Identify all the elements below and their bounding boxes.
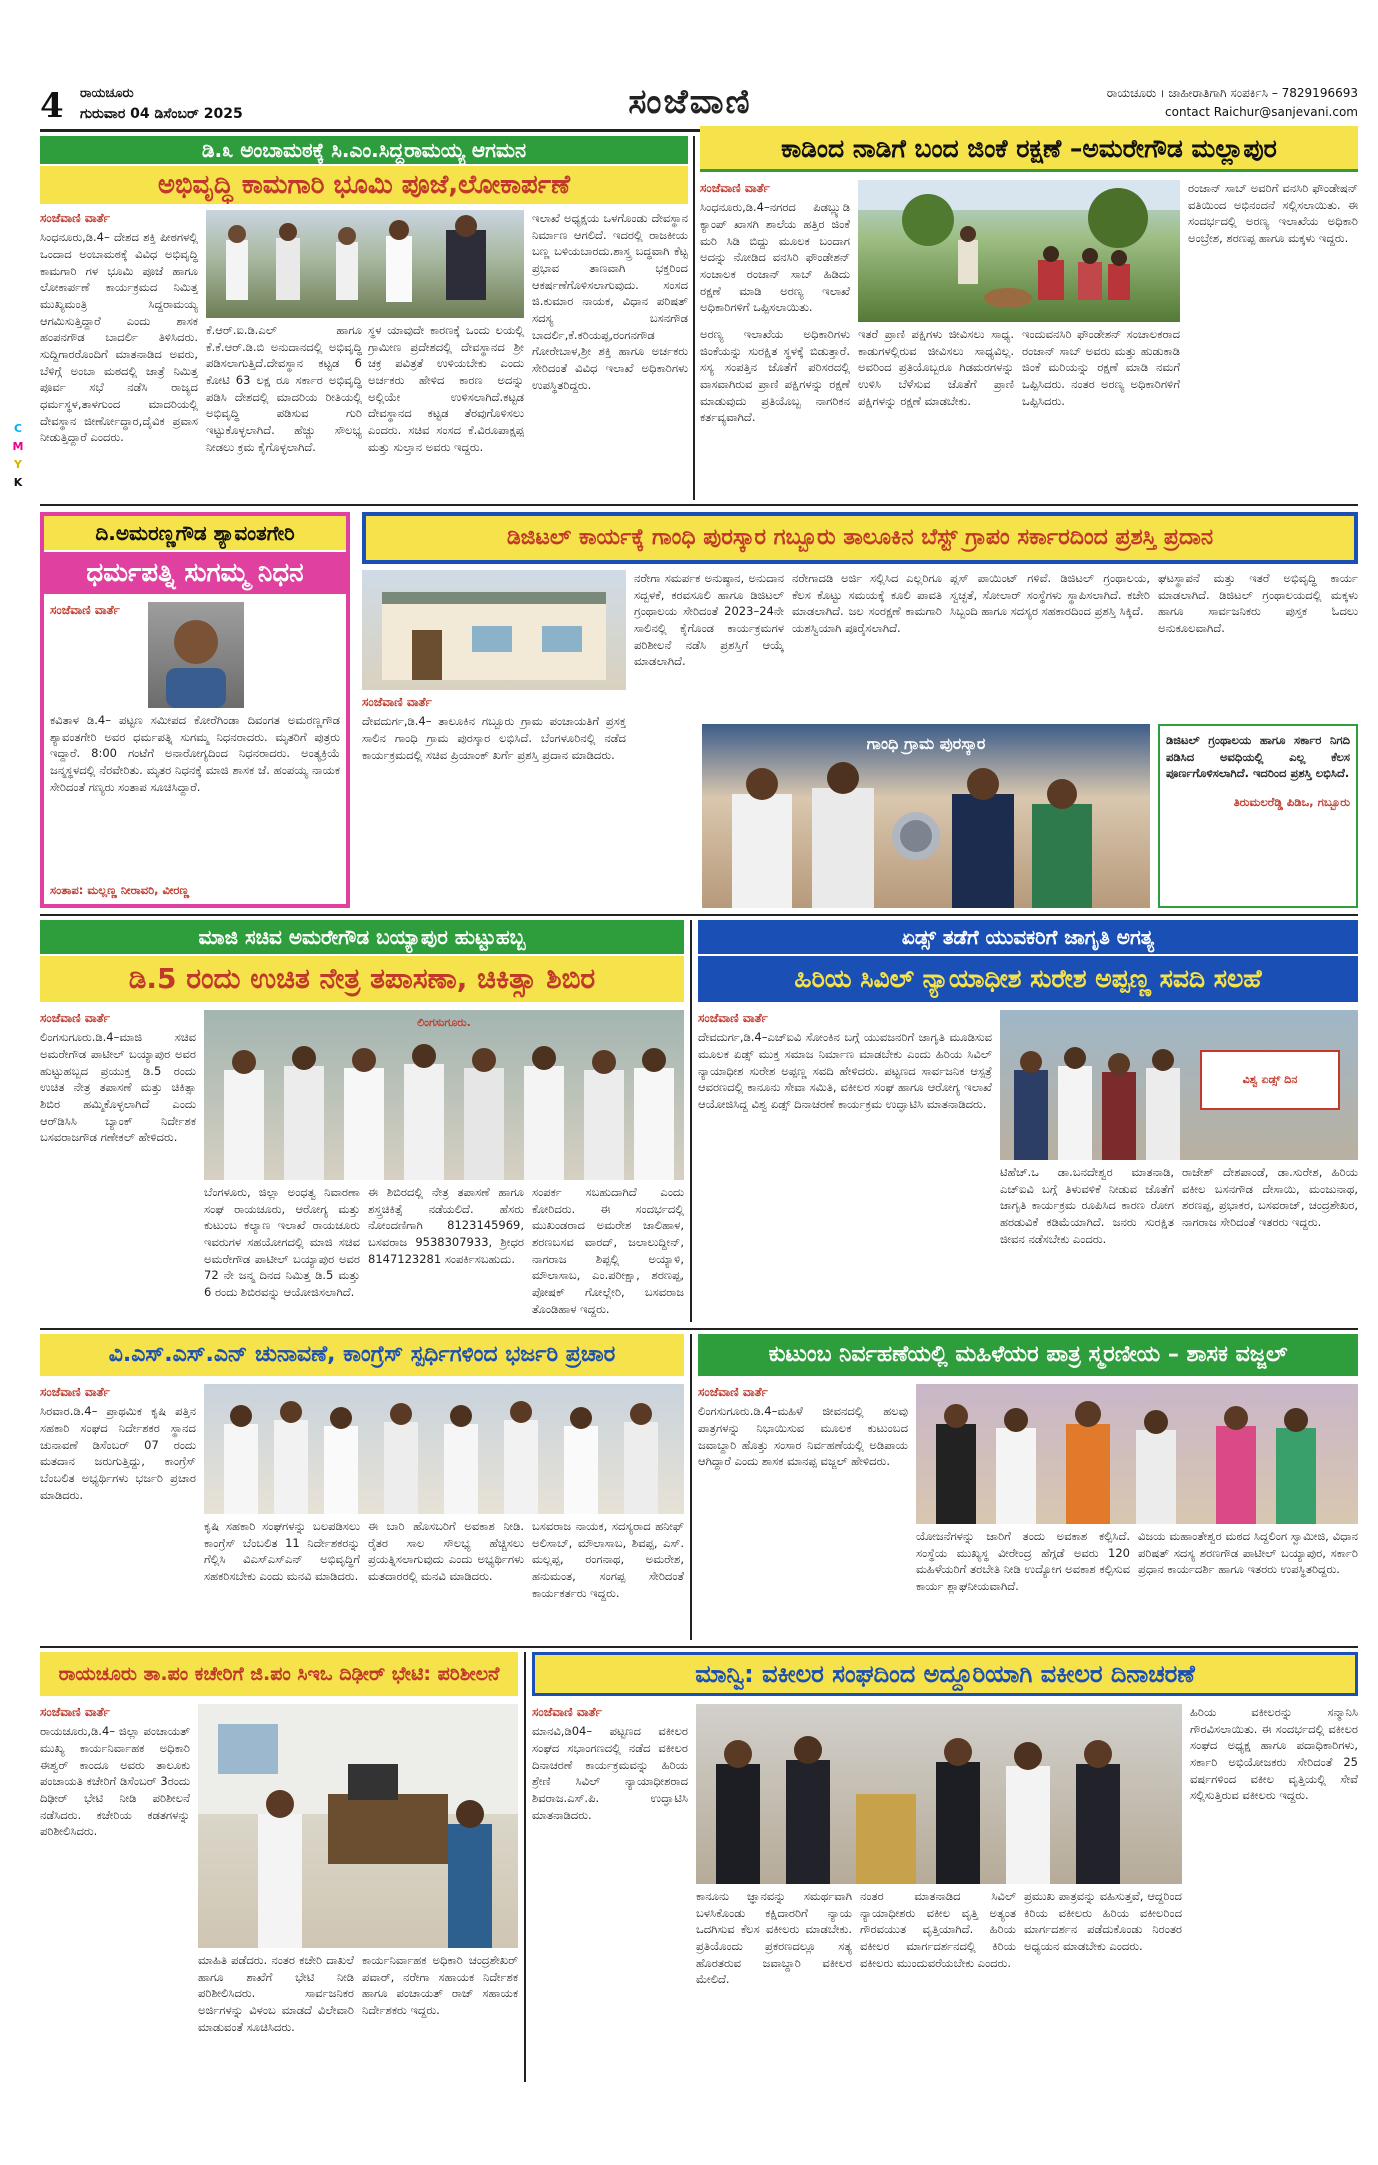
award-banner: ಗಾಂಧಿ ಗ್ರಾಮ ಪುರಸ್ಕಾರ	[866, 734, 986, 753]
text-gandhi-2: ನರೇಗಾ ಸಮರ್ಪಕ ಅನುಷ್ಠಾನ, ಅನುದಾನ ಸದ್ಬಳಕೆ, ಕರವಸೂಲಿ ಹಾಗೂ ಡಿಜಿಟಲ್ ಗ್ರಂಥಾಲಯ ಸೇರಿದಂತೆ 2023–24ನೇ ಸಾಲಿನಲ್ಲಿ ಕೈಗೊಂಡ ಕಾರ್ಯಕ್ರಮಗಳ ಪರಿಶೀಲನೆ ನಡೆಸಿ ಪ್ರಶಸ್ತಿಗೆ ಆಯ್ಕೆ ಮಾಡಲಾಗಿದೆ.	[634, 571, 784, 669]
text-ceo-1: ರಾಯಚೂರು,ಡಿ.4– ಜಿಲ್ಲಾ ಪಂಚಾಯತ್ ಮುಖ್ಯ ಕಾರ್ಯನಿರ್ವಾಹಕ ಅಧಿಕಾರಿ ಈಶ್ವರ್ ಕಾಂದೂ ಅವರು ತಾಲೂಕು ಪಂಚಾಯತಿ ಕಚೇರಿಗೆ ಡಿಸೆಂಬರ್ 3ರಂದು ದಿಢೀರ್ ಭೇಟಿ ನೀಡಿ ಪರಿಶೀಲನೆ ನಡೆಸಿದರು. ಕಚೇರಿಯ ಕಡತಗಳನ್ನು ಪರಿಶೀಲಿಸಿದರು.	[40, 1724, 190, 1839]
text-deer-5: ರಂಜಾನ್ ಸಾಬ್ ಅವರಿಗೆ ವನಸಿರಿ ಫೌಂಡೇಷನ್ ವತಿಯಿಂದ ಅಭಿನಂದನೆ ಸಲ್ಲಿಸಲಾಯಿತು. ಈ ಸಂದರ್ಭದಲ್ಲಿ ಅರಣ್ಯ ಇಲಾಖೆಯ ಅಧಿಕಾರಿ ಅಂಬ್ರೇಶ, ಶರಣಪ್ಪ ಹಾಗೂ ಮಕ್ಕಳು ಇದ್ದರು.	[1188, 181, 1358, 246]
article-deer-rescue	[700, 126, 1358, 500]
divider-row5	[524, 1652, 526, 2082]
col-vssn-1	[40, 1384, 196, 1638]
col-vssn-4	[532, 1518, 684, 1638]
text-lawyers-5: ಹಿರಿಯ ವಕೀಲರನ್ನು ಸನ್ಮಾನಿಸಿ ಗೌರವಿಸಲಾಯಿತು. ಈ ಸಂದರ್ಭದಲ್ಲಿ ವಕೀಲರ ಸಂಘದ ಅಧ್ಯಕ್ಷ ಹಾಗೂ ಪದಾಧಿಕಾರಿಗಳು, ಸರ್ಕಾರಿ ಅಭಿಯೋಜಕರು ಸೇರಿದಂತೆ 25 ವರ್ಷಗಳಿಂದ ವಕೀಲ ವೃತ್ತಿಯಲ್ಲಿ ಸೇವೆ ಸಲ್ಲಿಸುತ್ತಿರುವ ವಕೀಲರು ಇದ್ದರು.	[1190, 1705, 1358, 1803]
byline-women: ಸಂಜೆವಾಣಿ ವಾರ್ತೆ	[698, 1385, 768, 1399]
page-number: 4	[40, 86, 64, 126]
col-women-1	[698, 1384, 908, 1638]
text-gandhi-4: ಪ್ಲಸ್ ಪಾಯಿಂಟ್ ಗಳಿವೆ. ಡಿಜಿಟಲ್ ಗ್ರಂಥಾಲಯ, ಸ್ವಚ್ಛತೆ, ಸೋಲಾರ್ ಸಂಸ್ಥೆಗಳು ಸ್ಥಾಪಿಸಲಾಗಿದೆ. ಕಚೇರಿ ಸಿಬ್ಬಂದಿ ಹಾಗೂ ಸದಸ್ಯರ ಸಹಕಾರದಿಂದ ಪ್ರಶಸ್ತಿ ಸಿಕ್ಕಿದೆ.	[950, 571, 1150, 619]
byline-obituary: ಸಂಜೆವಾಣಿ ವಾರ್ತೆ	[50, 603, 120, 617]
photo-ceo-office	[198, 1704, 518, 1948]
photo-gram-panchayat	[362, 570, 626, 690]
text-eye-4: ಸಂಪರ್ಕ ಸಬಹುದಾಗಿದೆ ಎಂದು ಕೋರಿದರು. ಈ ಸಂದರ್ಭದಲ್ಲಿ ಮುಖಂಡರಾದ ಅಮರೇಶ ಜಾಲಿಹಾಳ, ಶರಣಬಸವ ವಾರದ್, ಜಲಾಲುದ್ದೀನ್, ನಾಗರಾಜ ಶಿಪ್ಪಲ್ಲಿ ಅಯ್ಯಾಳಿ, ಮೌಲಾಸಾಬ, ಎಂ.ಪರೀಕ್ಷಾ, ಶರಣಪ್ಪ, ಪೋಷಕ್ ಗೋಲ್ಲೇರಿ, ಬಸವರಾಜ ತೊಂಡಿಹಾಳ ಇದ್ದರು.	[532, 1185, 684, 1316]
divider-after-row3	[40, 1328, 1358, 1330]
col-deer-4	[1022, 326, 1180, 498]
condolence-line: ಸಂತಾಪ: ಮಲ್ಲಣ್ಣ ನೀರಾವರಿ, ವೀರಣ್ಣ	[50, 883, 190, 897]
article-ambamath	[40, 136, 688, 500]
article-gandhi-award	[362, 512, 1358, 908]
col-lawyers-5	[1190, 1704, 1358, 2080]
pdo-signoff: ತಿರುಮಲರೆಡ್ಡಿ ಪಿಡಿಒ, ಗಬ್ಬೂರು	[1233, 795, 1350, 810]
divider-after-row2	[40, 914, 1358, 916]
article-obituary	[40, 512, 350, 908]
text-gandhi-1: ದೇವದುರ್ಗ,ಡಿ.4– ತಾಲೂಕಿನ ಗಬ್ಬೂರು ಗ್ರಾಮ ಪಂಚಾಯತಿಗೆ ಪ್ರಸಕ್ತ ಸಾಲಿನ ಗಾಂಧಿ ಗ್ರಾಮ ಪುರಸ್ಕಾರ ಲಭಿಸಿದೆ. ಬೆಂಗಳೂರಿನಲ್ಲಿ ನಡೆದ ಕಾರ್ಯಕ್ರಮದಲ್ಲಿ ಸಚಿವ ಪ್ರಿಯಾಂಕ್ ಖರ್ಗೆ ಪ್ರಶಸ್ತಿ ಪ್ರದಾನ ಮಾಡಿದರು.	[362, 714, 626, 762]
col-lawyers-3	[860, 1888, 1016, 2080]
cmyk-k: K	[13, 476, 23, 489]
headline-aids: ಹಿರಿಯ ಸಿವಿಲ್ ನ್ಯಾಯಾಧೀಶ ಸುರೇಶ ಅಪ್ಪಣ್ಣ ಸವದಿ ಸಲಹೆ	[698, 956, 1358, 1002]
vssn-group	[204, 1384, 684, 1514]
advert-phone: ರಾಯಚೂರು । ಜಾಹೀರಾತಿಗಾಗಿ ಸಂಪರ್ಕಿಸಿ – 7829196693	[1106, 86, 1358, 100]
text-deer-4: ಇಂದುವನಸಿರಿ ಫೌಂಡೇಶನ್ ಸಂಚಾಲಕರಾದ ರಂಜಾನ್ ಸಾಬ್ ಅವರು ಮತ್ತು ಹುಡುಕಾಡಿ ಜಿಂಕೆ ಮರಿಯನ್ನು ರಕ್ಷಣೆ ಮಾಡಿ ನಮಗೆ ಒಪ್ಪಿಸಿದರು. ನಂತರ ಅರಣ್ಯ ಅಧಿಕಾರಿಗಳಿಗೆ ಒಪ್ಪಿಸಿದರು.	[1022, 327, 1180, 408]
col-deer-2	[700, 326, 850, 498]
photo-lawyers-event	[696, 1704, 1182, 1884]
divider-after-row4	[40, 1646, 1358, 1648]
headline-gandhi: ಡಿಜಿಟಲ್ ಕಾರ್ಯಕ್ಕೆ ಗಾಂಧಿ ಪುರಸ್ಕಾರ ಗಬ್ಬೂರು ತಾಲೂಕಿನ ಬೆಸ್ಟ್ ಗ್ರಾಪಂ ಸರ್ಕಾರದಿಂದ ಪ್ರಶಸ್ತಿ ಪ್ರದಾನ	[362, 512, 1358, 564]
text-gandhi-5: ಘಟಸ್ಥಾಪನೆ ಮತ್ತು ಇತರೆ ಅಭಿವೃದ್ಧಿ ಕಾರ್ಯ ಮಾಡಲಾಗಿದೆ. ಡಿಜಿಟಲ್ ಗ್ರಂಥಾಲಯದಲ್ಲಿ ಮಕ್ಕಳು ಹಾಗೂ ಸಾರ್ವಜನಿಕರು ಪುಸ್ತಕ ಓದಲು ಅನುಕೂಲವಾಗಿದೆ.	[1158, 571, 1358, 636]
col-deer-1	[700, 180, 850, 322]
photo-award-ceremony	[702, 724, 1150, 908]
photo-aids-rally	[1000, 1010, 1358, 1160]
text-eye-1: ಲಿಂಗಸುಗೂರು.ಡಿ.4–ಮಾಜಿ ಸಚಿವ ಅಮರೇಗೌಡ ಪಾಟೀಲ್ ಬಯ್ಯಾಪುರ ಅವರ ಹುಟ್ಟುಹಬ್ಬದ ಪ್ರಯುಕ್ತ ಡಿ.5 ರಂದು ಉಚಿತ ನೇತ್ರ ತಪಾಸಣೆ ಮತ್ತು ಚಿಕಿತ್ಸಾ ಶಿಬಿರ ಹಮ್ಮಿಕೊಳ್ಳಲಾಗಿದೆ ಎಂದು ಆರ್‌ಡಿಸಿಸಿ ಬ್ಯಾಂಕ್ ನಿರ್ದೇಶಕ ಬಸವರಾಜಗೌಡ ಗಣೇಕಲ್ ಹೇಳಿದರು.	[40, 1030, 196, 1145]
col-ambamath-1	[40, 210, 198, 498]
portrait-figure	[148, 602, 244, 708]
aids-banner: ವಿಶ್ವ ಏಡ್ಸ್ ದಿನ	[1200, 1050, 1340, 1110]
kicker-obituary: ದಿ.ಅಮರಣ್ಣಗೌಡ ಶ್ಯಾವಂತಗೇರಿ	[44, 516, 346, 550]
text-lawyers-4: ಪ್ರಮುಖ ಪಾತ್ರವನ್ನು ವಹಿಸುತ್ತವೆ, ಆದ್ದರಿಂದ ಕಿರಿಯ ವಕೀಲರು ಹಿರಿಯ ವಕೀಲರಿಂದ ಮಾರ್ಗದರ್ಶನ ಪಡೆದುಕೊಂಡು ನಿರಂತರ ಅಧ್ಯಯನ ಮಾಡಬೇಕು ಎಂದರು.	[1024, 1889, 1182, 1954]
divider-row4	[690, 1334, 692, 1640]
photo-vssn-campaign	[204, 1384, 684, 1514]
col-gandhi-2	[634, 570, 784, 720]
col-vssn-3	[368, 1518, 524, 1638]
kicker-aids: ಏಡ್ಸ್ ತಡೆಗೆ ಯುವಕರಿಗೆ ಜಾಗೃತಿ ಅಗತ್ಯ	[698, 920, 1358, 954]
col-eye-1	[40, 1010, 196, 1320]
col-aids-1	[698, 1010, 992, 1320]
issue-date: ಗುರುವಾರ 04 ಡಿಸೆಂಬರ್ 2025	[80, 106, 243, 122]
text-lawyers-1: ಮಾನವಿ,ಡಿ04– ಪಟ್ಟಣದ ವಕೀಲರ ಸಂಘದ ಸಭಾಂಗಣದಲ್ಲಿ ನಡೆದ ವಕೀಲರ ದಿನಾಚರಣೆ ಕಾರ್ಯಕ್ರಮವನ್ನು ಹಿರಿಯ ಶ್ರೇಣಿ ಸಿವಿಲ್ ನ್ಯಾಯಾಧೀಶರಾದ ಶಿವರಾಜ.ಎಸ್.ಪಿ. ಉದ್ಘಾಟಿಸಿ ಮಾತನಾಡಿದರು.	[532, 1724, 688, 1822]
byline-aids: ಸಂಜೆವಾಣಿ ವಾರ್ತೆ	[698, 1011, 768, 1025]
text-ambamath-2: ಕೆ.ಆರ್.ಐ.ಡಿ.ಎಲ್ ಹಾಗೂ ಕೆ.ಕೆ.ಆರ್.ಡಿ.ಬಿ ಅನುದಾನದಲ್ಲಿ ಅಭಿವೃದ್ಧಿ ಪಡಿಸಲಾಗುತ್ತಿದೆ.ದೇವಸ್ಥಾನ ಕಟ್ಟಡ 6 ಕೋಟಿ 63 ಲಕ್ಷ ರೂ ಸರ್ಕಾರ ಅಭಿವೃದ್ಧಿ ಪಡಿಸಿ ದೇಶದಲ್ಲಿ ಮಾದರಿಯ ರೀತಿಯಲ್ಲಿ ಅಭಿವೃದ್ಧಿ ಪಡಿಸುವ ಗುರಿ ಇಟ್ಟುಕೊಳ್ಳಲಾಗಿದೆ. ಹೆಚ್ಚು ಸೌಲಭ್ಯ ನೀಡಲು ಕ್ರಮ ಕೈಗೊಳ್ಳಲಾಗಿದೆ.	[206, 323, 362, 454]
advert-contact	[1107, 86, 1358, 119]
col-women-3	[1138, 1528, 1358, 1638]
text-aids-2: ಟಿಹೆಚ್.ಒ ಡಾ.ಬನದೇಶ್ವರ ಮಾತನಾಡಿ, ಎಚ್‌ಐವಿ ಬಗ್ಗೆ ತಿಳುವಳಿಕೆ ನೀಡುವ ಜೊತೆಗೆ ಜಾಗೃತಿ ಕಾರ್ಯಕ್ರಮ ರೂಪಿಸಿದ ಕಾರಣ ರೋಗ ಹರಡುವಿಕೆ ಕಡಿಮೆಯಾಗಿದೆ. ಜನರು ಸುರಕ್ಷಿತ ಜೀವನ ನಡೆಸಬೇಕು ಎಂದರು.	[1000, 1165, 1174, 1246]
byline-eye-camp: ಸಂಜೆವಾಣಿ ವಾರ್ತೆ	[40, 1011, 110, 1025]
masthead-logo	[560, 76, 820, 128]
byline-ceo: ಸಂಜೆವಾಣಿ ವಾರ್ತೆ	[40, 1705, 110, 1719]
text-obituary: ಕವಿತಾಳ ಡಿ.4– ಪಟ್ಟಣ ಸಮೀಪದ ಕೋರೆಗಿಂಡಾ ದಿವಂಗತ ಅಮರಣ್ಣಗೌಡ ಶ್ಯಾವಂತಗೇರಿ ಅವರ ಧರ್ಮಪತ್ನಿ ಸುಗಮ್ಮ ನಿಧನರಾದರು. ಮೃತರಿಗೆ ಪುತ್ರರು ಇದ್ದಾರೆ. 8:00 ಗಂಟೆಗೆ ಅನಾರೋಗ್ಯದಿಂದ ನಿಧನರಾದರು. ಅಂತ್ಯಕ್ರಿಯೆ ಜನ್ಮಸ್ಥಳದಲ್ಲಿ ನೆರವೇರಿತು. ಮೃತರ ನಿಧನಕ್ಕೆ ಮಾಜಿ ಶಾಸಕ ಜೆ. ಹಂಪಯ್ಯ ನಾಯಕ ಸೇರಿದಂತೆ ಗಣ್ಯರು ಸಂತಾಪ ಸೂಚಿಸಿದ್ದಾರೆ.	[50, 713, 340, 794]
col-lawyers-2	[696, 1888, 852, 2080]
article-eye-camp	[40, 920, 684, 1322]
text-ambamath-4: ಇಲಾಖೆ ಅಧ್ಯಕ್ಷಯ ಒಳಗೊಂಡು ದೇವಸ್ಥಾನ ನಿರ್ಮಾಣ ಆಗಲಿದೆ. ಇದರಲ್ಲಿ ರಾಜಕೀಯ ಬಣ್ಣ ಬಳಿಯಬಾರದು.ಶಾಸ್ತ್ರ ಬದ್ಧವಾಗಿ ಕೆಟ್ಟ ಪ್ರಭಾವ ತಾಣವಾಗಿ ಭಕ್ತರಿಂದ ಆಕರ್ಷಣೆಗೊಳಿಸಲಾಗುವುದು. ಸಂಸದ ಜಿ.ಕುಮಾರ ನಾಯಕ, ವಿಧಾನ ಪರಿಷತ್ ಸದಸ್ಯ ಬಸನಗೌಡ ಬಾದರ್ಲಿ,ಕೆ.ಕರಿಯಪ್ಪ,ರಂಗನಗೌಡ ಗೋರೇಬಾಳ,ಶ್ರೀ ಶಕ್ತಿ ಹಾಗೂ ಅರ್ಚಕರು ಸೇರಿದಂತೆ ವಿವಿಧ ಇಲಾಖೆ ಅಧಿಕಾರಿಗಳು ಉಪಸ್ಥಿತರಿದ್ದರು.	[532, 211, 688, 392]
text-aids-3: ರಾಜೇಶ್ ದೇಶಪಾಂಡೆ, ಡಾ.ಸುರೇಶ, ಹಿರಿಯ ವಕೀಲ ಬಸನಗೌಡ ದೇಸಾಯಿ, ಮಂಜುನಾಥ, ಶರಣಪ್ಪ, ಪ್ರಭಾಕರ, ಬಸವರಾಜ್, ಚಂದ್ರಶೇಖರ, ನಾಗರಾಜ ಸೇರಿದಂತೆ ಇತರರು ಇದ್ದರು.	[1182, 1165, 1358, 1230]
photo-women-event	[916, 1384, 1358, 1524]
logo-text: ಸಂಜೆವಾಣಿ	[628, 82, 752, 122]
text-vssn-4: ಬಸವರಾಜ ನಾಯಕ, ಸದಸ್ಯರಾದ ಹನೀಫ್ ಅಲಿಸಾಬ್, ಮೌಲಾಸಾಬ, ಶಿವಪ್ಪ, ಎಸ್. ಮಲ್ಲಪ್ಪ, ರಂಗನಾಥ, ಅಮರೇಶ, ಹನುಮಂತ, ಸಂಗಪ್ಪ ಸೇರಿದಂತೆ ಕಾರ್ಯಕರ್ತರು ಇದ್ದರು.	[532, 1519, 684, 1600]
text-aids-1: ದೇವದುರ್ಗ,ಡಿ.4–ಎಚ್‌ಐವಿ ಸೋಂಕಿನ ಬಗ್ಗೆ ಯುವಜನರಿಗೆ ಜಾಗೃತಿ ಮೂಡಿಸುವ ಮೂಲಕ ಏಡ್ಸ್ ಮುಕ್ತ ಸಮಾಜ ನಿರ್ಮಾಣ ಮಾಡಬೇಕು ಎಂದು ಹಿರಿಯ ಸಿವಿಲ್ ನ್ಯಾಯಾಧೀಶ ಸುರೇಶ ಅಪ್ಪಣ್ಣ ಸವದಿ ಹೇಳಿದರು. ಪಟ್ಟಣದ ಸಾರ್ವಜನಿಕ ಆಸ್ಪತ್ರೆ ಆವರಣದಲ್ಲಿ ಕಾನೂನು ಸೇವಾ ಸಮಿತಿ, ವಕೀಲರ ಸಂಘ ಹಾಗೂ ಆರೋಗ್ಯ ಇಲಾಖೆ ಆಯೋಜಿಸಿದ್ದ ವಿಶ್ವ ಏಡ್ಸ್ ದಿನಾಚರಣೆ ಕಾರ್ಯಕ್ರಮ ಉದ್ಘಾಟಿಸಿ ಮಾತನಾಡಿದರು.	[698, 1030, 992, 1112]
cmyk-c: C	[13, 422, 23, 435]
col-vssn-2	[204, 1518, 360, 1638]
byline-deer: ಸಂಜೆವಾಣಿ ವಾರ್ತೆ	[700, 181, 770, 195]
text-vssn-3: ಈ ಬಾರಿ ಹೊಸಬರಿಗೆ ಅವಕಾಶ ನೀಡಿ. ರೈತರ ಸಾಲ ಸೌಲಭ್ಯ ಹೆಚ್ಚಿಸಲು ಪ್ರಯತ್ನಿಸಲಾಗುವುದು ಎಂದು ಅಭ್ಯರ್ಥಿಗಳು ಮತದಾರರಲ್ಲಿ ಮನವಿ ಮಾಡಿದರು.	[368, 1519, 524, 1584]
photo-ambamath-figures	[206, 210, 524, 318]
text-vssn-2: ಕೃಷಿ ಸಹಕಾರಿ ಸಂಘಗಳನ್ನು ಬಲಪಡಿಸಲು ಕಾಂಗ್ರೆಸ್ ಬೆಂಬಲಿತ 11 ನಿರ್ದೇಶಕರನ್ನು ಗೆಲ್ಲಿಸಿ ವಿಎಸ್‌ಎಸ್‌ಎನ್ ಅಭಿವೃದ್ಧಿಗೆ ಸಹಕರಿಸಬೇಕು ಎಂದು ಮನವಿ ಮಾಡಿದರು.	[204, 1519, 360, 1584]
divider-row1	[693, 136, 695, 500]
col-ceo-2	[198, 1952, 354, 2080]
headline-lawyers: ಮಾನ್ವಿ: ವಕೀಲರ ಸಂಘದಿಂದ ಅದ್ದೂರಿಯಾಗಿ ವಕೀಲರ ದಿನಾಚರಣೆ	[532, 1652, 1358, 1696]
text-gandhi-3: ನರೇಗಾದಡಿ ಅರ್ಜಿ ಸಲ್ಲಿಸಿದ ಎಲ್ಲರಿಗೂ ಕೆಲಸ ಕೊಟ್ಟು ಸಮಯಕ್ಕೆ ಕೂಲಿ ಪಾವತಿ ಮಾಡಲಾಗಿದೆ. ಜಲ ಸಂರಕ್ಷಣೆ ಕಾಮಗಾರಿ ಯಶಸ್ವಿಯಾಗಿ ಪೂರೈಸಲಾಗಿದೆ.	[792, 571, 942, 636]
photo-deer	[858, 180, 1180, 322]
col-deer-3	[858, 326, 1014, 498]
pdo-note-box	[1158, 724, 1358, 908]
col-obituary-1	[50, 602, 142, 708]
text-ambamath-1: ಸಿಂಧನೂರು,ಡಿ.4– ದೇಶದ ಶಕ್ತಿ ಪೀಠಗಳಲ್ಲಿ ಒಂದಾದ ಅಂಬಾಮಠಕ್ಕೆ ವಿವಿಧ ಅಭಿವೃದ್ಧಿ ಕಾಮಗಾರಿ ಗಳ ಭೂಮಿ ಪೂಜೆ ಹಾಗೂ ಲೋಕಾರ್ಪಣೆ ಕಾರ್ಯಕ್ರಮದ ನಿಮಿತ್ತ ಮುಖ್ಯಮಂತ್ರಿ ಸಿದ್ದರಾಮಯ್ಯ ಆಗಮಿಸುತ್ತಿದ್ದಾರೆ ಎಂದು ಶಾಸಕ ಹಂಪನಗೌಡ ಬಾದರ್ಲಿ ತಿಳಿಸಿದರು. ಸುದ್ದಿಗಾರರೊಂದಿಗೆ ಮಾತನಾಡಿದ ಅವರು, ಬೆಳಿಗ್ಗೆ ಅಂಬಾ ಮಠದಲ್ಲಿ ಜಾತ್ರೆ ನಿಮಿತ್ತ ಪೂರ್ವ ಸಭೆ ನಡೆಸಿ ರಾಜ್ಯದ ಧರ್ಮಸ್ಥಳ,ತಾಳಗುಂದ ಮಾದರಿಯಲ್ಲಿ ದೇವಸ್ಥಾನ ಜೀರ್ಣೋದ್ಧಾರ,ದೈವಿಕ ಪ್ರವಾಸ ನೀಡುತ್ತಿದ್ದಾರೆ ಎಂದರು.	[40, 230, 198, 445]
headline-women: ಕುಟುಂಬ ನಿರ್ವಹಣೆಯಲ್ಲಿ ಮಹಿಳೆಯರ ಪಾತ್ರ ಸ್ಮರಣೀಯ – ಶಾಸಕ ವಜ್ಜಲ್	[698, 1334, 1358, 1376]
col-eye-2	[204, 1184, 360, 1320]
text-women-1: ಲಿಂಗಸುಗೂರು.ಡಿ.4–ಮಹಿಳೆ ಜೀವನದಲ್ಲಿ ಹಲವು ಪಾತ್ರಗಳನ್ನು ನಿಭಾಯಿಸುವ ಮೂಲಕ ಕುಟುಂಬದ ಜವಾಬ್ದಾರಿ ಹೊತ್ತು ಸಂಸಾರ ನಿರ್ವಹಣೆಯಲ್ಲಿ ಅಡಿಪಾಯ ಆಗಿದ್ದಾರೆ ಎಂದು ಶಾಸಕ ಮಾನಪ್ಪ ವಜ್ಜಲ್ ಹೇಳಿದರು.	[698, 1404, 908, 1469]
article-vssn-election	[40, 1334, 684, 1640]
headline-vssn: ವಿ.ಎಸ್.ಎಸ್.ಎನ್ ಚುನಾವಣೆ, ಕಾಂಗ್ರೆಸ್ ಸ್ಪರ್ಧಿಗಳಿಂದ ಭರ್ಜರಿ ಪ್ರಚಾರ	[40, 1334, 684, 1376]
headline-eye-camp: ಡಿ.5 ರಂದು ಉಚಿತ ನೇತ್ರ ತಪಾಸಣಾ, ಚಿಕಿತ್ಸಾ ಶಿಬಿರ	[40, 956, 684, 1002]
text-lawyers-3: ನಂತರ ಮಾತನಾಡಿದ ಸಿವಿಲ್ ನ್ಯಾಯಾಧೀಶರು ವಕೀಲ ವೃತ್ತಿ ಅತ್ಯಂತ ಗೌರವಯುತ ವೃತ್ತಿಯಾಗಿದೆ. ಹಿರಿಯ ವಕೀಲರ ಮಾರ್ಗದರ್ಶನದಲ್ಲಿ ಕಿರಿಯ ವಕೀಲರು ಮುಂದುವರೆಯಬೇಕು ಎಂದರು.	[860, 1889, 1016, 1970]
masthead	[40, 84, 1358, 132]
col-ambamath-2	[206, 322, 362, 498]
col-ambamath-4	[532, 210, 688, 498]
headline-ceo: ರಾಯಚೂರು ತಾ.ಪಂ ಕಚೇರಿಗೆ ಜಿ.ಪಂ ಸಿಇಒ ದಿಢೀರ್ ಭೇಟಿ: ಪರಿಶೀಲನೆ	[40, 1652, 518, 1696]
col-gandhi-4	[950, 570, 1150, 720]
ceo-office-scene	[198, 1704, 518, 1948]
text-ceo-3: ಕಾರ್ಯನಿರ್ವಾಹಕ ಅಧಿಕಾರಿ ಚಂದ್ರಶೇಖರ್ ಪವಾರ್, ನರೇಗಾ ಸಹಾಯಕ ನಿರ್ದೇಶಕ ಹಾಗೂ ಪಂಚಾಯತ್ ರಾಜ್ ಸಹಾಯಕ ನಿರ್ದೇಶಕರು ಇದ್ದರು.	[362, 1953, 518, 2018]
portrait-obituary	[148, 602, 244, 708]
text-lawyers-2: ಕಾನೂನು ಜ್ಞಾನವನ್ನು ಸಮರ್ಥವಾಗಿ ಬಳಸಿಕೊಂಡು ಕಕ್ಷಿದಾರರಿಗೆ ನ್ಯಾಯ ಒದಗಿಸುವ ಕೆಲಸ ವಕೀಲರು ಮಾಡಬೇಕು. ಪ್ರತಿಯೊಂದು ಪ್ರಕರಣದಲ್ಲೂ ಸತ್ಯ ಹೊರತರುವ ಜವಾಬ್ದಾರಿ ವಕೀಲರ ಮೇಲಿದೆ.	[696, 1889, 852, 1987]
headline-deer: ಕಾಡಿಂದ ನಾಡಿಗೆ ಬಂದ ಜಿಂಕೆ ರಕ್ಷಣೆ –ಅಮರೇಗೌಡ ಮಲ್ಲಾಪುರ	[700, 126, 1358, 172]
text-deer-1: ಸಿಂಧನೂರು,ಡಿ.4–ನಗರದ ಪಿಡಬ್ಲ್ಯುಡಿ ಕ್ಯಾಂಪ್ ಖಾಸಗಿ ಶಾಲೆಯ ಹತ್ತಿರ ಜಿಂಕೆ ಮರಿ ಸಿಡಿ ಬಿದ್ದು ಮೂಲಕ ಬಂದಾಗ ಅದನ್ನು ನೋಡಿದ ವನಸಿರಿ ಫೌಂಡೇಶನ್ ಸಂಚಾಲಕ ರಂಜಾನ್ ಸಾಬ್ ಹಿಡಿದು ರಕ್ಷಣೆ ಮಾಡಿ ಅರಣ್ಯ ಇಲಾಖೆ ಅಧಿಕಾರಿಗಳಿಗೆ ಒಪ್ಪಿಸಲಾಯಿತು.	[700, 200, 850, 315]
col-gandhi-1	[362, 694, 626, 906]
cmyk-m: M	[12, 440, 24, 453]
col-women-2	[916, 1528, 1130, 1638]
col-gandhi-3	[792, 570, 942, 720]
text-women-3: ವಿಜಯ ಮಹಾಂತೇಶ್ವರ ಮಠದ ಸಿದ್ದಲಿಂಗ ಸ್ವಾಮೀಜಿ, ವಿಧಾನ ಪರಿಷತ್ ಸದಸ್ಯ ಶರಣಗೌಡ ಪಾಟೀಲ್ ಬಯ್ಯಾಪುರ, ಸರ್ಕಾರಿ ಪ್ರಧಾನ ಕಾರ್ಯದರ್ಶಿ ಹಾಗೂ ಇತರರು ಉಪಸ್ಥಿತರಿದ್ದರು.	[1138, 1529, 1358, 1577]
col-ceo-1	[40, 1704, 190, 2080]
col-aids-2	[1000, 1164, 1174, 1320]
headline-obituary: ಧರ್ಮಪತ್ನಿ ಸುಗಮ್ಮ ನಿಧನ	[44, 552, 346, 594]
col-gandhi-5	[634, 724, 696, 908]
text-eye-2: ಬೆಂಗಳೂರು, ಜಿಲ್ಲಾ ಅಂಧತ್ವ ನಿವಾರಣಾ ಸಂಘ ರಾಯಚೂರು, ಆರೋಗ್ಯ ಮತ್ತು ಕುಟುಂಬ ಕಲ್ಯಾಣ ಇಲಾಖೆ ರಾಯಚೂರು ಇವರುಗಳ ಸಹಯೋಗದಲ್ಲಿ ಮಾಜಿ ಸಚಿವ ಅಮರೇಗೌಡ ಪಾಟೀಲ್ ಬಯ್ಯಾಪುರ ಅವರ 72 ನೇ ಜನ್ಮ ದಿನದ ನಿಮಿತ್ತ ಡಿ.5 ಮತ್ತು 6 ರಂದು ಶಿಬಿರವನ್ನು ಆಯೋಜಿಸಲಾಗಿದೆ.	[204, 1185, 360, 1300]
text-eye-3: ಈ ಶಿಬಿರದಲ್ಲಿ ನೇತ್ರ ತಪಾಸಣೆ ಹಾಗೂ ಶಸ್ತ್ರಚಿಕಿತ್ಸೆ ನಡೆಯಲಿದೆ. ಹೆಸರು ನೋಂದಣಿಗಾಗಿ 8123145969, ಬಸವರಾಜ 9538307933, ಶ್ರೀಧರ 8147123281 ಸಂಪರ್ಕಿಸಬಹುದು.	[368, 1185, 524, 1266]
text-ceo-2: ಮಾಹಿತಿ ಪಡೆದರು. ನಂತರ ಕಚೇರಿ ದಾಖಲೆ ಹಾಗೂ ಶಾಖೆಗೆ ಭೇಟಿ ನೀಡಿ ಪರಿಶೀಲಿಸಿದರು. ಸಾರ್ವಜನಿಕರ ಅರ್ಜಿಗಳನ್ನು ವಿಳಂಬ ಮಾಡದೆ ವಿಲೇವಾರಿ ಮಾಡುವಂತೆ ಸೂಚಿಸಿದರು.	[198, 1953, 354, 2034]
text-deer-3: ಇತರೆ ಪ್ರಾಣಿ ಪಕ್ಷಿಗಳು ಜೀವಿಸಲು ಸಾಧ್ಯ. ಕಾಡುಗಳಲ್ಲಿರುವ ಜೀವಿಸಲು ಸಾಧ್ಯವಿಲ್ಲ. ಅವರಿಂದ ಪ್ರತಿಯೊಬ್ಬರೂ ಗಿಡಮರಗಳನ್ನು ಉಳಿಸಿ ಬೆಳೆಸುವ ಜೊತೆಗೆ ಪ್ರಾಣಿ ಪಕ್ಷಿಗಳನ್ನು ರಕ್ಷಣೆ ಮಾಡಬೇಕು.	[858, 327, 1014, 408]
col-ceo-3	[362, 1952, 518, 2080]
byline-gandhi: ಸಂಜೆವಾಣಿ ವಾರ್ತೆ	[362, 695, 432, 709]
article-women-role	[698, 1334, 1358, 1640]
article-ceo-visit	[40, 1652, 518, 2082]
text-women-2: ಯೋಜನೆಗಳನ್ನು ಜಾರಿಗೆ ತಂದು ಅವಕಾಶ ಕಲ್ಪಿಸಿದೆ. ಸಂಸ್ಥೆಯ ಮುಖ್ಯಸ್ಥ ವೀರೇಂದ್ರ ಹೆಗ್ಗಡೆ ಅವರು 120 ಮಹಿಳೆಯರಿಗೆ ತರಬೇತಿ ನೀಡಿ ಉದ್ಯೋಗ ಅವಕಾಶ ಕಲ್ಪಿಸುವ ಕಾರ್ಯ ಶ್ಲಾಘನೀಯವಾಗಿದೆ.	[916, 1529, 1130, 1594]
col-ambamath-3	[368, 322, 524, 498]
panchayat-building	[362, 570, 626, 690]
byline-ambamath: ಸಂಜೆವಾಣಿ ವಾರ್ತೆ	[40, 211, 110, 225]
byline-lawyers: ಸಂಜೆವಾಣಿ ವಾರ್ತೆ	[532, 1705, 602, 1719]
photo-deer-scene	[858, 180, 1180, 322]
headline-ambamath: ಅಭಿವೃದ್ಧಿ ಕಾಮಗಾರಿ ಭೂಮಿ ಪೂಜೆ,ಲೋಕಾರ್ಪಣೆ	[40, 166, 688, 204]
contact-email: contact Raichur@sanjevani.com	[1165, 105, 1358, 119]
col-gandhi-6	[1158, 570, 1358, 720]
edition-label: ರಾಯಚೂರು	[80, 86, 134, 101]
photo-eye-camp	[204, 1010, 684, 1180]
photo-location-label: ಲಿಂಗಸುಗೂರು.	[417, 1016, 471, 1029]
text-ambamath-3: ಸ್ಥಳ ಯಾವುದೇ ಕಾರಣಕ್ಕೆ ಒಂದು ಲಯಲ್ಲಿ ಗ್ರಾಮೀಣ ಪ್ರದೇಶದಲ್ಲಿ ದೇವಸ್ಥಾನದ ಶ್ರೀ ಚಕ್ರ ಪವಿತ್ರತೆ ಉಳಿಯಬೇಕು ಎಂದು ಅರ್ಚಕರು ಹೇಳಿದ ಕಾರಣ ಅದನ್ನು ಅಲ್ಲಿಯೇ ಉಳಿಸಲಾಗಿದೆ.ಕಟ್ಟಡ ದೇವಸ್ಥಾನದ ಕಟ್ಟಡ ತೆರವುಗೊಳಿಸಲು ಎಂದರು. ಸಚಿವ ಸಂಸದ ಕೆ.ವಿರೂಪಾಕ್ಷಪ್ಪ ಮತ್ತು ಸುಲ್ತಾನ ಅವರು ಇದ್ದರು.	[368, 323, 524, 454]
col-deer-5	[1188, 180, 1358, 498]
col-lawyers-1	[532, 1704, 688, 2080]
col-aids-3	[1182, 1164, 1358, 1320]
cmyk-y: Y	[14, 458, 22, 471]
divider-after-row1	[40, 504, 1358, 506]
col-eye-4	[532, 1184, 684, 1320]
text-vssn-1: ಸಿರವಾರ.ಡಿ.4– ಪ್ರಾಥಮಿಕ ಕೃಷಿ ಪತ್ತಿನ ಸಹಕಾರಿ ಸಂಘದ ನಿರ್ದೇಶಕರ ಸ್ಥಾನದ ಚುನಾವಣೆ ಡಿಸೆಂಬರ್ 07 ರಂದು ಮತದಾನ ಜರುಗುತ್ತಿದ್ದು, ಕಾಂಗ್ರೆಸ್ ಬೆಂಬಲಿತ ಅಭ್ಯರ್ಥಿಗಳು ಭರ್ಜರಿ ಪ್ರಚಾರ ಮಾಡಿದರು.	[40, 1404, 196, 1502]
article-lawyers-day	[532, 1652, 1358, 2082]
byline-vssn: ಸಂಜೆವಾಣಿ ವಾರ್ತೆ	[40, 1385, 110, 1399]
women-event-figures	[916, 1384, 1358, 1524]
kicker-ambamath: ಡಿ.೩ ಅಂಬಾಮಠಕ್ಕೆ ಸಿ.ಎಂ.ಸಿದ್ದರಾಮಯ್ಯ ಆಗಮನ	[40, 136, 688, 164]
col-lawyers-4	[1024, 1888, 1182, 2080]
col-obituary-2	[50, 712, 340, 878]
col-eye-3	[368, 1184, 524, 1320]
lawyers-event-figures	[696, 1704, 1182, 1884]
divider-row3	[690, 920, 692, 1322]
article-aids-awareness	[698, 920, 1358, 1322]
text-deer-2: ಅರಣ್ಯ ಇಲಾಖೆಯ ಅಧಿಕಾರಿಗಳು ಜಿಂಕೆಯನ್ನು ಸುರಕ್ಷಿತ ಸ್ಥಳಕ್ಕೆ ಬಿಡುತ್ತಾರೆ. ಸಸ್ಯ ಸಂಪತ್ತಿನ ಜೊತೆಗೆ ಪರಿಸರದಲ್ಲಿ ವಾಸವಾಗಿರುವ ಪ್ರಾಣಿ ಪಕ್ಷಿಗಳನ್ನು ರಕ್ಷಣೆ ಮಾಡುವುದು ಪ್ರತಿಯೊಬ್ಬ ನಾಗರಿಕನ ಕರ್ತವ್ಯವಾಗಿದೆ.	[700, 327, 850, 425]
cmyk-marks	[10, 420, 26, 492]
kicker-eye-camp: ಮಾಜಿ ಸಚಿವ ಅಮರೇಗೌಡ ಬಯ್ಯಾಪುರ ಹುಟ್ಟುಹಬ್ಬ	[40, 920, 684, 954]
photo-ambamath	[206, 210, 524, 318]
pdo-note: ಡಿಜಿಟಲ್ ಗ್ರಂಥಾಲಯ ಹಾಗೂ ಸರ್ಕಾರ ನಿಗದಿ ಪಡಿಸಿದ ಅವಧಿಯಲ್ಲಿ ಎಲ್ಲ ಕೆಲಸ ಪೂರ್ಣಗೊಳಿಸಲಾಗಿದೆ. ಇದರಿಂದ ಪ್ರಶಸ್ತಿ ಲಭಿಸಿದೆ.	[1166, 733, 1350, 781]
